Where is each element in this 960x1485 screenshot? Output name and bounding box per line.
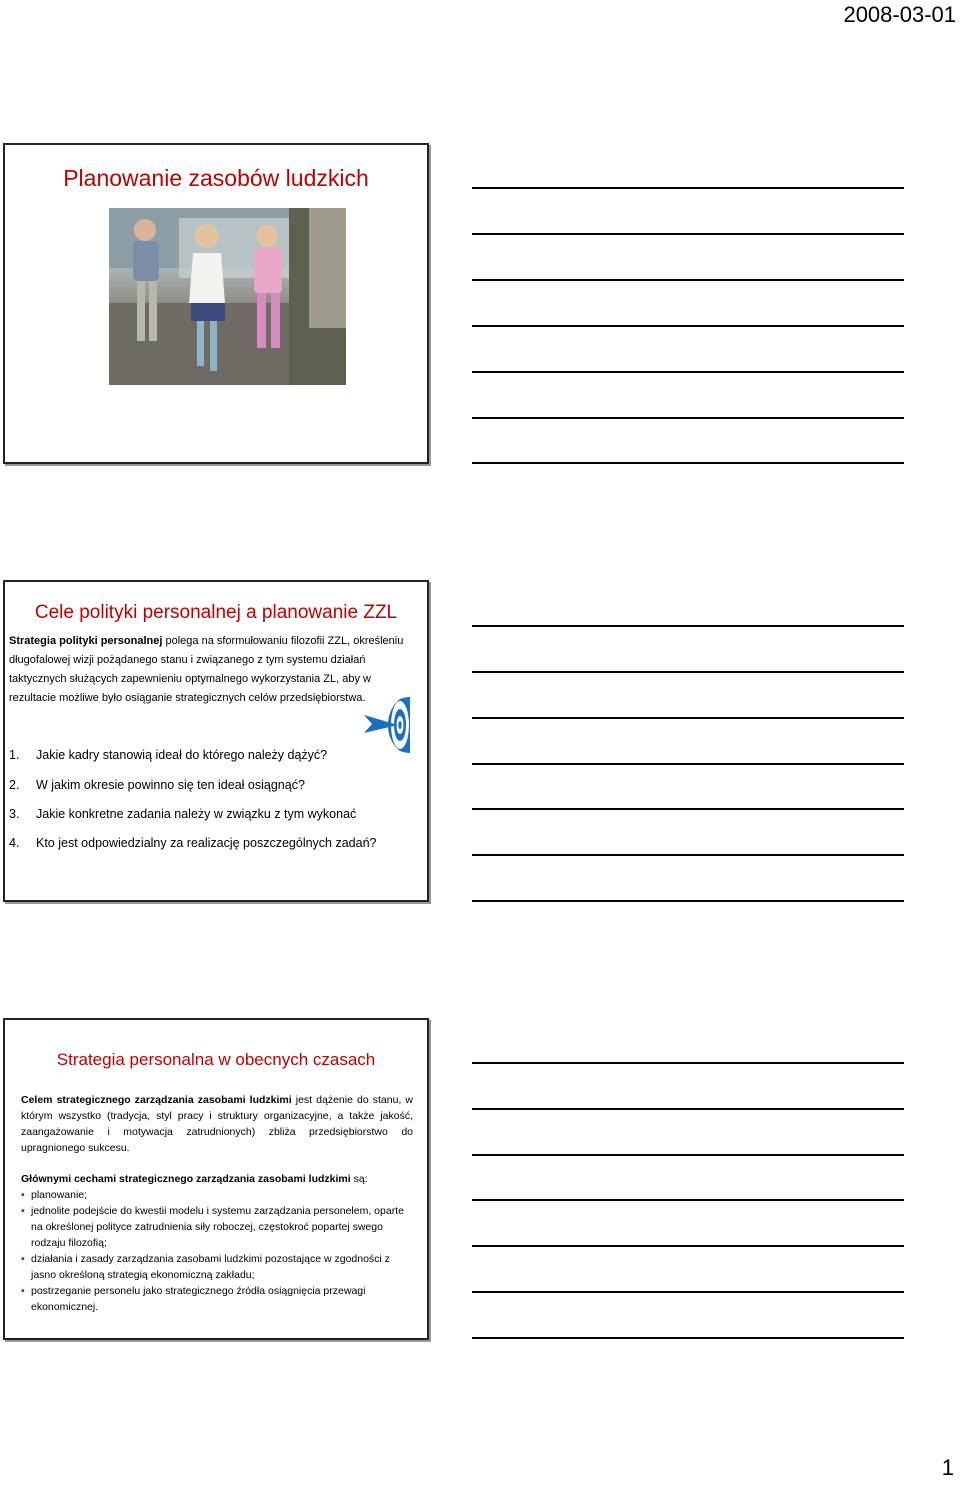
children-photo [109,208,346,385]
question-1: 1. Jakie kadry stanowią ideał do którego należy dążyć? [9,748,328,762]
slide-3-paragraph-2: Głównymi cechami strategicznego zarządzania zasobami ludzkimi są: • planowanie; • jednolite podejście do kwestii modelu i systemu zarządzania personelem, oparte na określonej polityce zatrudnienia siły roboczej, częstokroć popartej swego rodzaju filozofią; • działania i zasady zarządzania zasobami ludzkimi pozostające w zgodności z jasno określoną strategią ekonomiczną zakładu; • postrzeganie personelu jako strategicznego źródła osiągnięcia przewagi ekonomicznej. [21,1171,413,1315]
slide-1 [3,143,429,464]
page-number: 1 [941,1455,954,1480]
slide-2-title: Cele polityki personalnej a planowanie ZZL [34,602,398,623]
slide-2-paragraph [9,632,419,708]
list-item: • jednolite podejście do kwestii modelu i systemu zarządzania personelem, oparte na określonej polityce zatrudnienia siły roboczej, częstokroć popartej swego rodzaju filozofią; [21,1203,413,1251]
list-item: • działania i zasady zarządzania zasobami ludzkimi pozostające w zgodności z jasno określoną strategią ekonomiczną zakładu; [21,1251,413,1283]
strategy-term: Strategia polityki personalnej [9,635,163,647]
list-item: • planowanie; [21,1187,413,1203]
slide-3-paragraph-1 [21,1092,413,1156]
list-item: • postrzeganie personelu jako strategicznego źródła osiągnięcia przewagi ekonomicznej. [21,1283,413,1315]
question-2: 2. W jakim okresie powinno się ten ideał osiągnąć? [9,778,305,792]
goal-term: Celem strategicznego zarządzania zasobami ludzkimi [21,1094,292,1106]
slide-2 [3,580,429,902]
question-3: 3. Jakie konkretne zadania należy w związku z tym wykonać [9,807,357,821]
features-list [21,1187,413,1315]
slide-3 [3,1018,429,1340]
features-term: Głównymi cechami strategicznego zarządzania zasobami ludzkimi [21,1173,351,1185]
document-date: 2008-03-01 [843,2,956,27]
strategy-definition: polega na sformułowaniu filozofii ZZL, określeniu długofalowej wizji pożądanego stanu i związanego z tym systemu działań taktycznych służących zapewnieniu optymalnego wykorzystania ZL, aby w rezultacie możliwe było osiąganie strategicznych celów przedsiębiorstwa. [9,635,404,704]
slide-1-title: Planowanie zasobów ludzkich [63,165,369,191]
question-4: 4. Kto jest odpowiedzialny za realizację poszczególnych zadań? [9,836,377,850]
goal-definition: jest dążenie do stanu, w którym wszystko (tradycja, styl pracy i struktury organizacyjne, a także jakość, zaangażowanie i motywacja zatrudnionych) zbliża przedsiębiorstwo do upragnionego sukcesu. [21,1094,413,1154]
target-icon [360,695,410,755]
slide-3-title: Strategia personalna w obecnych czasach [56,1050,376,1069]
